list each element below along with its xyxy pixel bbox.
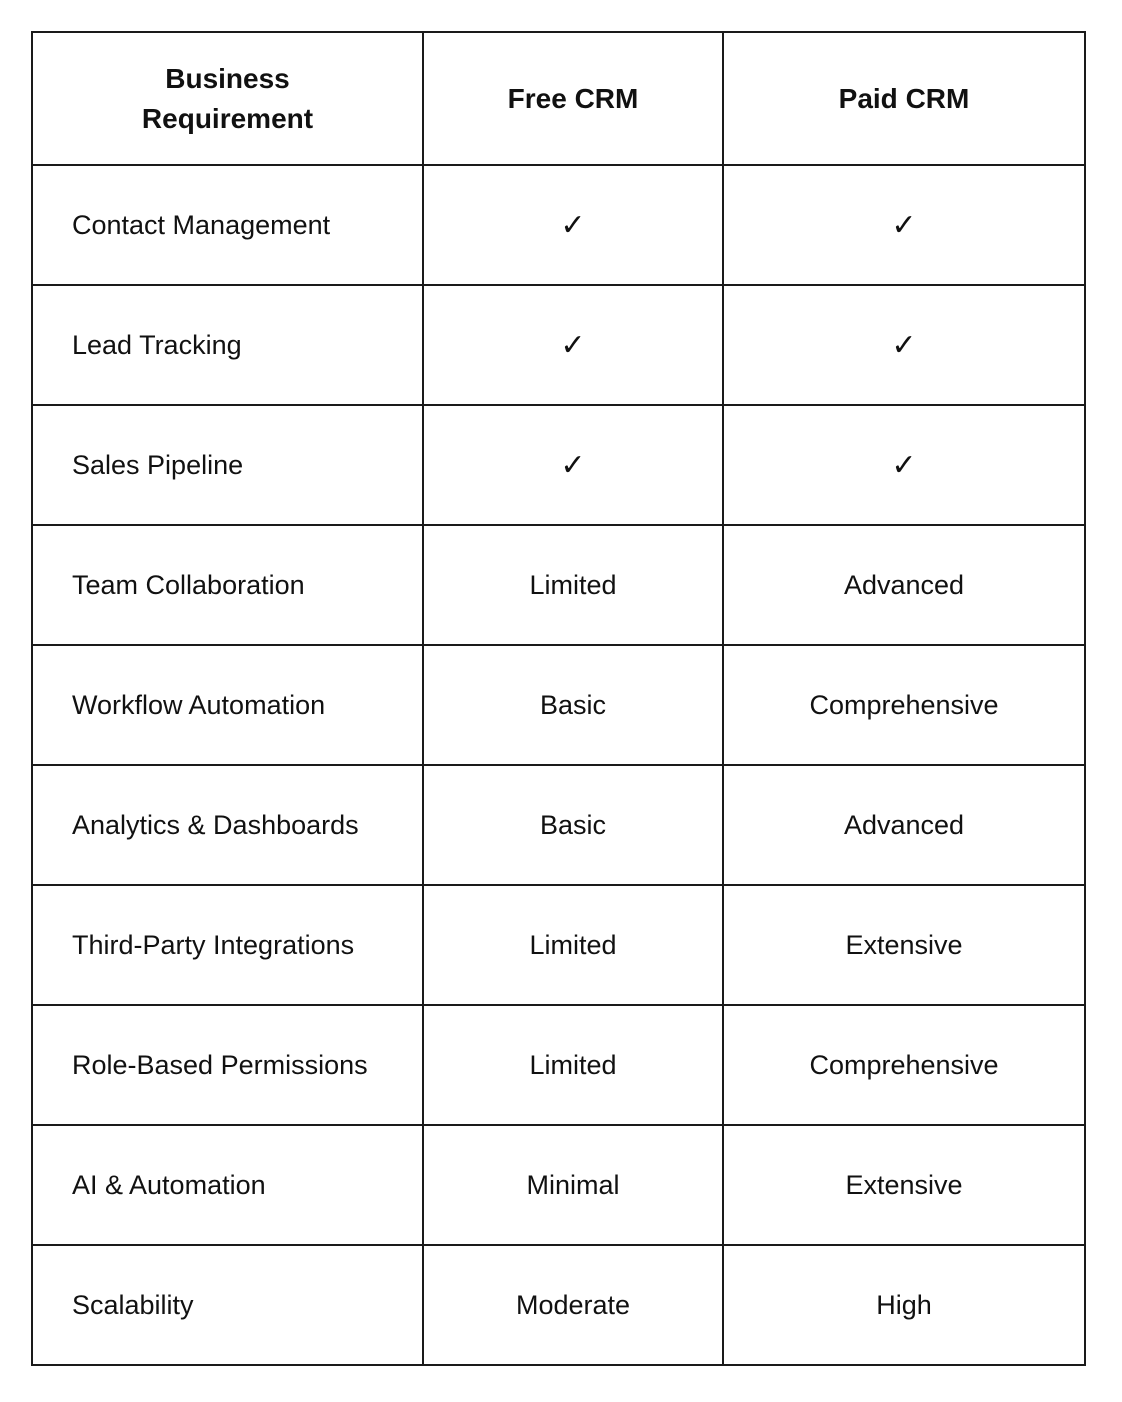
- free-crm-cell: Limited: [423, 885, 723, 1005]
- paid-crm-cell: High: [723, 1245, 1085, 1365]
- paid-crm-cell: [723, 405, 1085, 525]
- paid-crm-cell: [723, 285, 1085, 405]
- requirement-cell: Lead Tracking: [32, 285, 423, 405]
- requirement-cell: Scalability: [32, 1245, 423, 1365]
- header-row: [32, 32, 1085, 165]
- free-crm-cell: [423, 165, 723, 285]
- paid-crm-cell: Advanced: [723, 525, 1085, 645]
- paid-crm-cell: [723, 165, 1085, 285]
- paid-crm-cell: Advanced: [723, 765, 1085, 885]
- paid-crm-cell: Extensive: [723, 1125, 1085, 1245]
- header-requirement-line1: Business: [165, 62, 290, 94]
- free-crm-cell: Limited: [423, 525, 723, 645]
- free-crm-cell: Minimal: [423, 1125, 723, 1245]
- requirement-cell: Analytics & Dashboards: [32, 765, 423, 885]
- free-crm-cell: [423, 285, 723, 405]
- checkmark-icon: ✓: [560, 207, 586, 243]
- requirement-cell: Team Collaboration: [32, 525, 423, 645]
- header-business-requirement: [32, 32, 423, 165]
- requirement-cell: Role-Based Permissions: [32, 1005, 423, 1125]
- table-row: [32, 1005, 1085, 1125]
- checkmark-icon: ✓: [891, 327, 917, 363]
- requirement-cell: Third-Party Integrations: [32, 885, 423, 1005]
- table-row: [32, 525, 1085, 645]
- free-crm-cell: [423, 405, 723, 525]
- table-row: [32, 405, 1085, 525]
- checkmark-icon: ✓: [560, 447, 586, 483]
- table-row: [32, 285, 1085, 405]
- requirement-cell: Contact Management: [32, 165, 423, 285]
- table-row: [32, 165, 1085, 285]
- table-row: [32, 1125, 1085, 1245]
- requirement-cell: AI & Automation: [32, 1125, 423, 1245]
- crm-comparison-table: [31, 31, 1086, 1366]
- checkmark-icon: ✓: [560, 327, 586, 363]
- paid-crm-cell: Comprehensive: [723, 1005, 1085, 1125]
- free-crm-cell: Limited: [423, 1005, 723, 1125]
- free-crm-cell: Moderate: [423, 1245, 723, 1365]
- header-free-crm: Free CRM: [423, 32, 723, 165]
- checkmark-icon: ✓: [891, 447, 917, 483]
- requirement-cell: Workflow Automation: [32, 645, 423, 765]
- paid-crm-cell: Comprehensive: [723, 645, 1085, 765]
- table-row: [32, 885, 1085, 1005]
- table-row: [32, 645, 1085, 765]
- header-paid-crm: Paid CRM: [723, 32, 1085, 165]
- table-row: [32, 1245, 1085, 1365]
- table-row: [32, 765, 1085, 885]
- free-crm-cell: Basic: [423, 765, 723, 885]
- free-crm-cell: Basic: [423, 645, 723, 765]
- paid-crm-cell: Extensive: [723, 885, 1085, 1005]
- requirement-cell: Sales Pipeline: [32, 405, 423, 525]
- header-requirement-line2: Requirement: [141, 102, 314, 134]
- checkmark-icon: ✓: [891, 207, 917, 243]
